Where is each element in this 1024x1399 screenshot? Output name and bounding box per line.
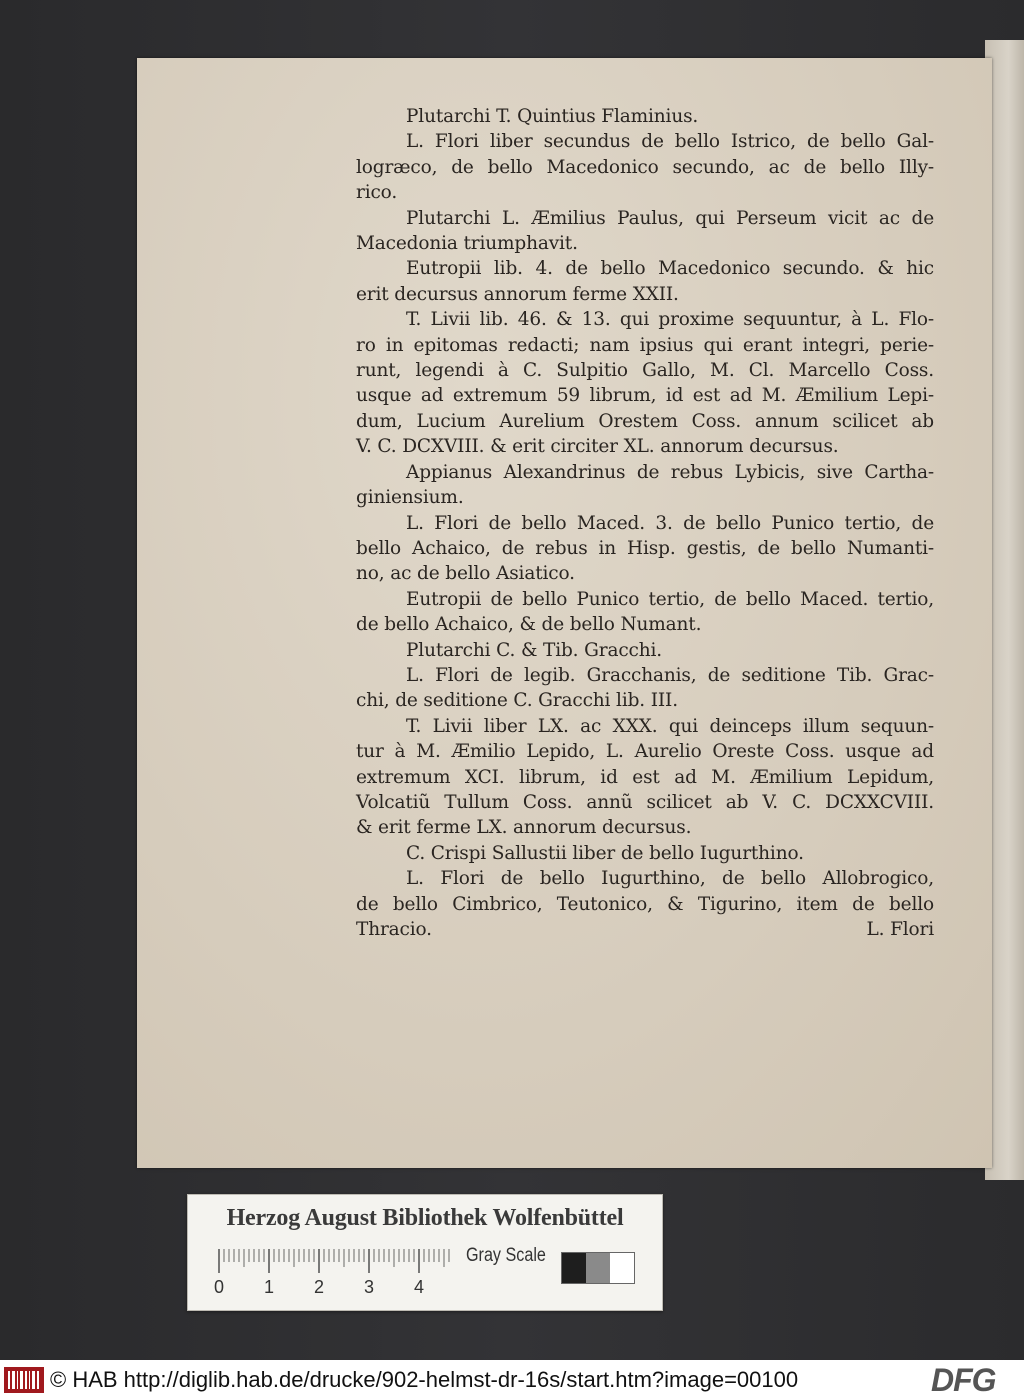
text-line: T. Livii lib. 46. & 13. qui proxime sequuntur, à L. Flo-: [406, 309, 934, 331]
text-line: Appianus Alexandrinus de rebus Lybicis, sive Cartha-: [406, 461, 934, 483]
text-line: L. Flori de legib. Gracchanis, de seditione Tib. Grac-: [406, 664, 934, 686]
gray-swatch: [610, 1253, 634, 1283]
gray-swatch: [562, 1253, 586, 1283]
text-line: ro in epitomas redacti; nam ipsius qui erant integri, perie-: [356, 334, 934, 356]
text-line: bello Achaico, de rebus in Hisp. gestis, de bello Numanti-: [356, 537, 934, 559]
text-line: C. Crispi Sallustii liber de bello Iugurthino.: [406, 842, 804, 864]
copyright-link[interactable]: © HAB http://diglib.hab.de/drucke/902-helmst-dr-16s/start.htm?image=00100: [50, 1367, 799, 1392]
text-line: & erit ferme LX. annorum decursus.: [356, 817, 692, 839]
text-line: Plutarchi L. Æmilius Paulus, qui Perseum vicit ac de: [406, 207, 934, 229]
gray-scale-swatches: [561, 1252, 635, 1284]
text-line: Volcatiũ Tullum Coss. annũ scilicet ab V. C. DCXXCVIII.: [356, 791, 934, 813]
gray-swatch: [586, 1253, 610, 1283]
hab-barcode-logo-icon: [4, 1367, 44, 1393]
text-line: dum, Lucium Aurelium Orestem Coss. annum scilicet ab: [356, 410, 934, 432]
text-line: rico.: [356, 182, 398, 204]
dfg-logo: DFG: [931, 1362, 996, 1398]
last-line-with-catchword: [356, 917, 934, 942]
text-line: de bello Achaico, & de bello Numant.: [356, 614, 702, 636]
text-line: no, ac de bello Asiatico.: [356, 563, 575, 585]
catchword: L. Flori: [866, 919, 934, 940]
text-line: runt, legendi à C. Sulpitio Gallo, M. Cl. Marcello Coss.: [356, 360, 934, 382]
text-line: Plutarchi C. & Tib. Gracchi.: [406, 639, 663, 661]
ruler-number: 3: [364, 1277, 375, 1297]
ruler-number: 4: [414, 1277, 425, 1297]
text-line: erit decursus annorum ferme XXII.: [356, 283, 679, 305]
text-line: de bello Cimbrico, Teutonico, & Tigurino, item de bello: [356, 893, 934, 915]
text-line: L. Flori liber secundus de bello Istrico, de bello Gal-: [406, 131, 934, 153]
text-line: L. Flori de bello Maced. 3. de bello Punico tertio, de: [406, 512, 934, 534]
gray-scale-label: Gray Scale: [466, 1245, 546, 1266]
text-line: T. Livii liber LX. ac XXX. qui deinceps illum sequun-: [406, 715, 934, 737]
ruler-icon: [218, 1249, 450, 1273]
text-line: L. Flori de bello Iugurthino, de bello Allobrogico,: [406, 868, 934, 890]
text-line: giniensium.: [356, 487, 464, 509]
library-name: Herzog August Bibliothek Wolfenbüttel: [226, 1205, 624, 1231]
ruler-numbers: [212, 1277, 452, 1301]
text-line: Eutropii lib. 4. de bello Macedonico secundo. & hic: [406, 258, 934, 280]
text-line: extremum XCI. librum, id est ad M. Æmilium Lepidum,: [356, 766, 934, 788]
reference-card: [187, 1194, 663, 1311]
text-line: Macedonia triumphavit.: [356, 233, 578, 255]
footer-bar: [0, 1360, 1024, 1399]
text-line: Plutarchi T. Quintius Flaminius.: [406, 106, 699, 127]
text-line: Eutropii de bello Punico tertio, de bello Maced. tertio,: [406, 588, 934, 610]
last-line-text: Thracio.: [356, 919, 432, 940]
text-line: V. C. DCXVIII. & erit circiter XL. annorum decursus.: [356, 436, 839, 458]
ruler-number: 2: [314, 1277, 325, 1297]
page-text: [356, 104, 934, 942]
ruler-number: 1: [264, 1277, 275, 1297]
text-line: usque ad extremum 59 librum, id est ad M. Æmilium Lepi-: [356, 385, 934, 407]
text-line: tur à M. Æmilio Lepido, L. Aurelio Oreste Coss. usque ad: [356, 741, 934, 763]
text-line: logræco, de bello Macedonico secundo, ac de bello Illy-: [356, 156, 934, 178]
ruler-number: 0: [214, 1277, 225, 1297]
text-line: chi, de seditione C. Gracchi lib. III.: [356, 690, 678, 712]
